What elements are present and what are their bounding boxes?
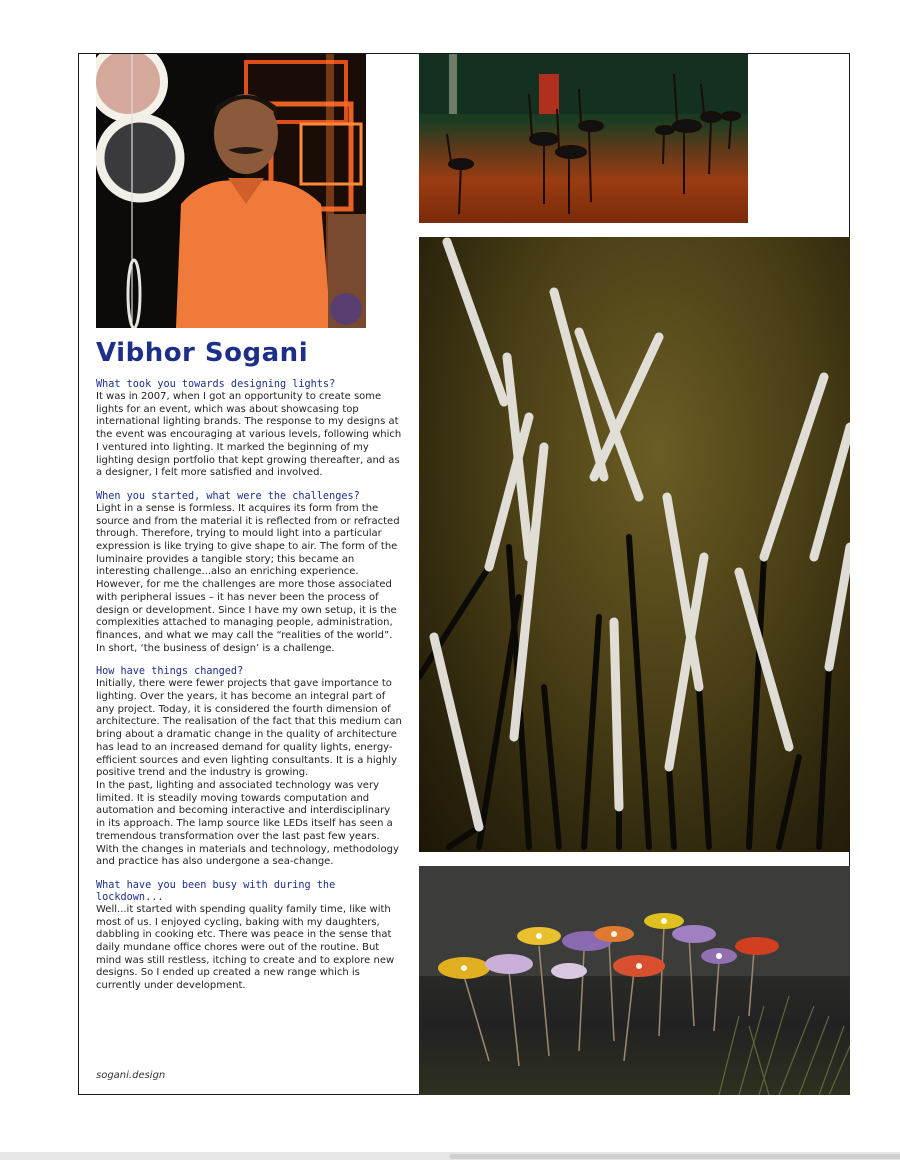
bird-lights-photo <box>419 54 748 223</box>
interview-question: What have you been busy with during the lockdown... <box>96 879 336 903</box>
rod-lights-photo <box>419 237 850 852</box>
interview-section <box>96 880 402 993</box>
flower-lights-photo <box>419 866 850 1095</box>
interview-answer-paragraph: However, for me the challenges are more those associated with peripheral issues – it has never been the process of design or development. Since I have my own setup, it is the complexities attached to managing people, administration, finances, and what we may call the “realities of the world”. In short, ‘the business of design’ is a challenge. <box>96 579 397 654</box>
interview-question: When you started, what were the challenges? <box>96 490 360 502</box>
interview-answer-paragraph: It was in 2007, when I got an opportunity to create some lights for an event, which was about showcasing top international lighting brands. The response to my designs at the event was encouraging at various levels, following which I ventured into lighting. It marked the beginning of my lighting design portfolio that kept growing thereafter, and as a designer, I felt more satisfied and involved. <box>96 391 402 479</box>
interview-section <box>96 379 402 480</box>
interview-answer-paragraph: Well...it started with spending quality family time, like with most of us. I enjoyed cycling, baking with my daughters, dabbling in cooking etc. There was peace in the sense that daily mundane office chores were out of the routine. But mind was still restless, itching to create and to explore new designs. So I ended up created a new range which is currently under development. <box>96 903 395 992</box>
interview-question: What took you towards designing lights? <box>96 379 336 390</box>
interview-section <box>96 666 402 869</box>
viewer-bottom-bar <box>0 1152 900 1160</box>
designer-portrait-photo <box>96 54 366 328</box>
interview-answer-paragraph: In the past, lighting and associated technology was very limited. It is steadily moving towards computation and automation and becoming interactive and interdisciplinary in its approach. The lamp source like LEDs itself has seen a tremendous transformation over the last past few years. With the changes in materials and technology, methodology and practice has also undergone a sea-change. <box>96 779 399 868</box>
interview-answer-paragraph: Initially, there were fewer projects that gave importance to lighting. Over the years, it has become an integral part of any project. Today, it is considered the fourth dimension of architecture. The realisation of the fact that this medium can bring about a dramatic change in the quality of architecture has lead to an increased demand for quality lights, energy-efficient sources and even lighting consultants. It is a highly positive trend and the industry is growing. <box>96 678 402 779</box>
interview-answer-paragraph: Light in a sense is formless. It acquires its form from the source and from the material it is reflected from or refracted through. Therefore, trying to mould light into a particular expression is like trying to give shape to air. The form of the luminaire provides a tangible story; this became an interesting challenge...also an enriching experience. <box>96 502 400 578</box>
article-text-column <box>96 337 402 993</box>
interview-section <box>96 491 402 655</box>
article-title: Vibhor Sogani <box>96 338 309 368</box>
source-credit: sogani.design <box>96 1070 166 1081</box>
scroll-track[interactable] <box>450 1154 900 1159</box>
interview-question: How have things changed? <box>96 666 244 678</box>
